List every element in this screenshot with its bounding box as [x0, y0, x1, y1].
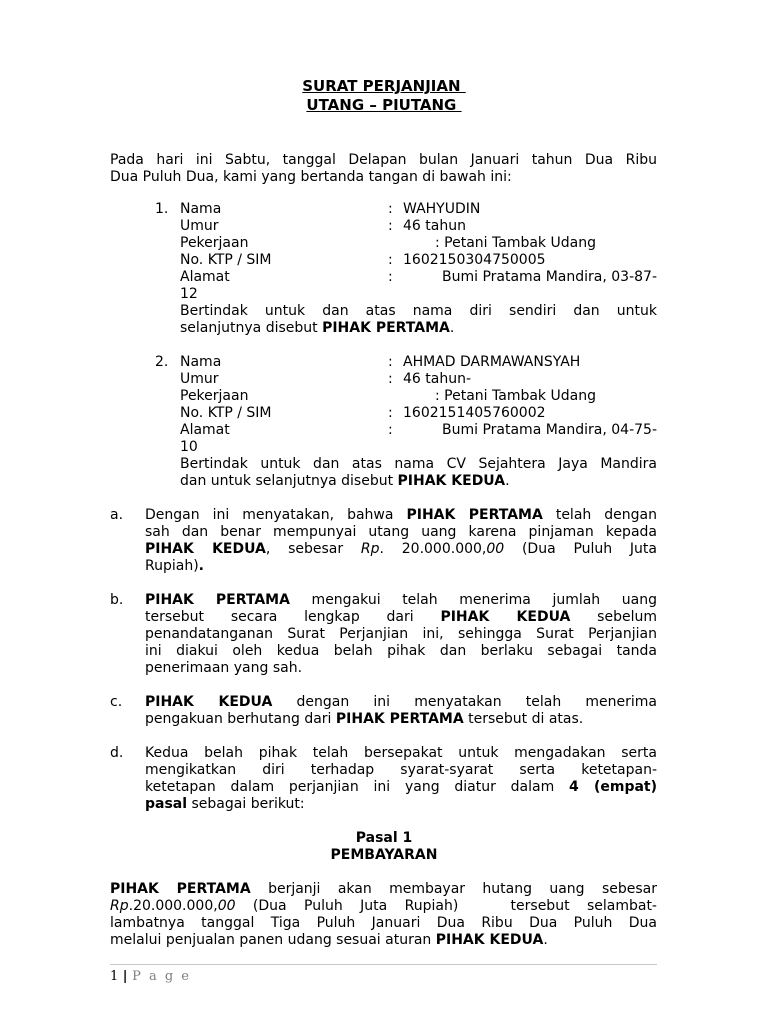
pihak-pertama-label: PIHAK PERTAMA	[322, 320, 450, 336]
colon: :	[388, 422, 393, 438]
colon: :	[388, 201, 393, 217]
party-1-pekerjaan-label: Pekerjaan	[180, 235, 249, 251]
point-a-line1: Dengan ini menyatakan, bahwa PIHAK PERTAMA telah dengan	[145, 507, 657, 523]
pasal-1-subheading: PEMBAYARAN	[330, 847, 438, 863]
party-2-nama: AHMAD DARMAWANSYAH	[403, 354, 581, 370]
party-1-umur: 46 tahun	[403, 218, 466, 234]
party-1-alamat: Bumi Pratama Mandira, 03-87-	[442, 269, 657, 285]
point-a-line2: sah dan benar mempunyai utang uang karena pinjaman kepada	[145, 524, 657, 540]
point-a-line4: Rupiah).	[145, 558, 204, 574]
point-b-line5: penerimaan yang sah.	[145, 660, 303, 676]
party-1-nama: WAHYUDIN	[403, 201, 481, 217]
footer-separator: |	[118, 969, 133, 984]
party-1-desc-line1: Bertindak untuk dan atas nama diri sendiri dan untuk	[180, 303, 657, 319]
party-1-nama-label: Nama	[180, 201, 222, 217]
pasal-1-heading: Pasal 1	[355, 830, 413, 846]
party-2-alamat: Bumi Pratama Mandira, 04-75-	[442, 422, 657, 438]
point-a-line3: PIHAK KEDUA, sebesar Rp. 20.000.000,00 (Dua Puluh Juta	[145, 541, 657, 557]
point-b-line3: penandatanganan Surat Perjanjian ini, sehingga Surat Perjanjian	[145, 626, 657, 642]
colon: :	[388, 405, 393, 421]
point-d-label: d.	[110, 745, 124, 761]
page-footer	[110, 969, 191, 984]
party-1-pekerjaan: : Petani Tambak Udang	[435, 235, 596, 251]
document-title-line2: UTANG – PIUTANG	[306, 96, 462, 114]
intro-line2: Dua Puluh Dua, kami yang bertanda tangan di bawah ini:	[110, 169, 512, 185]
point-d-line4: pasal sebagai berikut:	[145, 796, 305, 812]
party-1-alamat-cont: 12	[180, 286, 198, 302]
party-1-umur-label: Umur	[180, 218, 219, 234]
colon: :	[388, 354, 393, 370]
point-c-line1: PIHAK KEDUA dengan ini menyatakan telah menerima	[145, 694, 657, 710]
party-1-number: 1.	[155, 201, 169, 217]
point-b-line4: ini diakui oleh kedua belah pihak dan berlaku sebagai tanda	[145, 643, 657, 659]
party-2-umur-label: Umur	[180, 371, 219, 387]
party-2-alamat-label: Alamat	[180, 422, 230, 438]
page-label: P a g e	[132, 969, 191, 984]
party-2-desc-line2: dan untuk selanjutnya disebut PIHAK KEDUA.	[180, 473, 510, 489]
party-2-umur: 46 tahun-	[403, 371, 472, 387]
colon: :	[388, 371, 393, 387]
pasal-1-line4: melalui penjualan panen udang sesuai aturan PIHAK KEDUA.	[110, 932, 548, 948]
colon: :	[388, 269, 393, 285]
point-c-label: c.	[110, 694, 123, 710]
point-b-label: b.	[110, 592, 124, 608]
party-2-number: 2.	[155, 354, 169, 370]
footer-divider	[110, 964, 657, 965]
party-1-ktp-label: No. KTP / SIM	[180, 252, 272, 268]
party-2-ktp-label: No. KTP / SIM	[180, 405, 272, 421]
pasal-1-line1: PIHAK PERTAMA berjanji akan membayar hutang uang sebesar	[110, 881, 657, 897]
party-2-nama-label: Nama	[180, 354, 222, 370]
point-d-line1: Kedua belah pihak telah bersepakat untuk mengadakan serta	[145, 745, 657, 761]
party-1-desc-line2: selanjutnya disebut PIHAK PERTAMA.	[180, 320, 455, 336]
party-2-pekerjaan-label: Pekerjaan	[180, 388, 249, 404]
point-c-line2: pengakuan berhutang dari PIHAK PERTAMA tersebut di atas.	[145, 711, 584, 727]
party-2-desc-line1: Bertindak untuk dan atas nama CV Sejahtera Jaya Mandira	[180, 456, 657, 472]
party-2-ktp: 1602151405760002	[403, 405, 546, 421]
party-1-alamat-label: Alamat	[180, 269, 230, 285]
point-b-line1: PIHAK PERTAMA mengakui telah menerima jumlah uang	[145, 592, 657, 608]
point-d-line2: mengikatkan diri terhadap syarat-syarat serta ketetapan-	[145, 762, 657, 778]
party-1-ktp: 1602150304750005	[403, 252, 546, 268]
pasal-1-line3: lambatnya tanggal Tiga Puluh Januari Dua Ribu Dua Puluh Dua	[110, 915, 657, 931]
point-b-line2: tersebut secara lengkap dari PIHAK KEDUA sebelum	[145, 609, 657, 625]
pihak-kedua-label: PIHAK KEDUA	[397, 473, 506, 489]
point-a-label: a.	[110, 507, 124, 523]
colon: :	[388, 218, 393, 234]
party-2-pekerjaan: : Petani Tambak Udang	[435, 388, 596, 404]
point-d-line3: ketetapan dalam perjanjian ini yang diatur dalam 4 (empat)	[145, 779, 657, 795]
pasal-1-line2: Rp.20.000.000,00 (Dua Puluh Juta Rupiah) tersebut selambat-	[110, 898, 657, 914]
party-2-alamat-cont: 10	[180, 439, 198, 455]
page-number: 1	[110, 969, 119, 984]
colon: :	[388, 252, 393, 268]
intro-line1: Pada hari ini Sabtu, tanggal Delapan bulan Januari tahun Dua Ribu	[110, 152, 657, 168]
document-title-line1: SURAT PERJANJIAN	[302, 77, 466, 95]
